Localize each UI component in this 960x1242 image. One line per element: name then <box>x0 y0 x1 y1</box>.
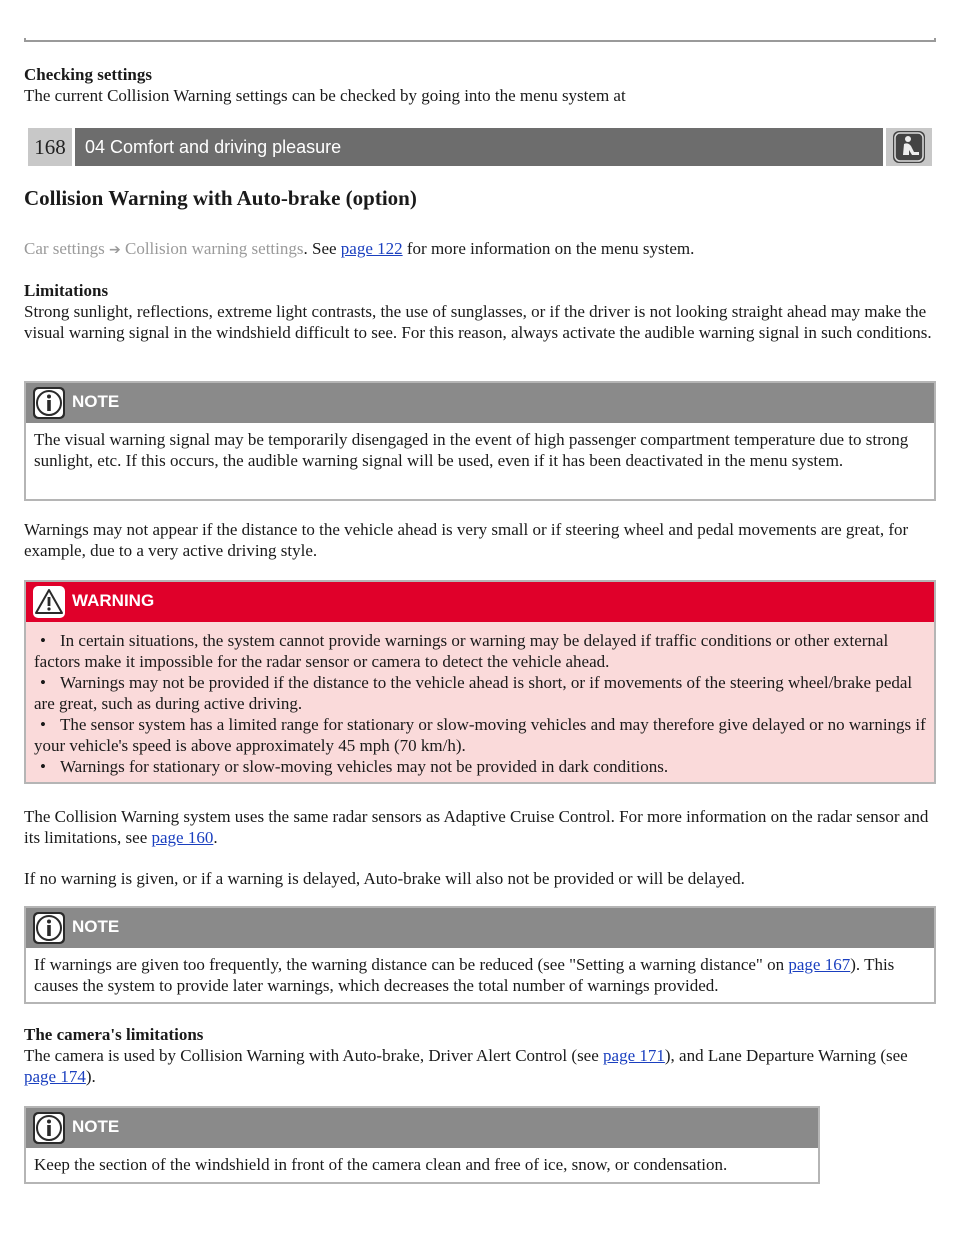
note-label: NOTE <box>72 1117 120 1136</box>
warning-header <box>26 582 934 622</box>
note-header <box>26 1108 818 1148</box>
note-header <box>26 383 934 423</box>
info-icon <box>32 911 66 945</box>
menu-crumb-car-settings: Car settings <box>24 239 105 258</box>
list-item: • Warnings for stationary or slow-moving vehicles may not be provided in dark conditions. <box>34 756 926 777</box>
radar-paragraph <box>24 806 936 848</box>
radar-text-end: . <box>213 828 218 847</box>
camera-section <box>24 1024 936 1087</box>
menu-path-paragraph <box>24 238 936 261</box>
page-122-link[interactable]: page 122 <box>340 239 403 258</box>
note-text: If warnings are given too frequently, the warning distance can be reduced (see "Setting a warning distance" on <box>34 955 789 974</box>
note-text: Keep the section of the windshield in front of the camera clean and free of ice, snow, or condensation. <box>34 1155 728 1174</box>
menu-path-text-end: for more information on the menu system. <box>402 239 695 258</box>
note-box-1 <box>24 381 936 501</box>
page-174-link[interactable]: page 174 <box>24 1067 86 1086</box>
chapter-title: 04 Comfort and driving pleasure <box>75 128 883 166</box>
camera-text-2: ), and Lane Departure Warning (see <box>664 1046 908 1065</box>
note-header <box>26 908 934 948</box>
note-text-end: ). This causes the system to provide later warnings, which decreases the total number of warnings provided. <box>34 955 895 995</box>
chapter-bar <box>28 128 932 166</box>
checking-settings-heading: Checking settings <box>24 65 152 84</box>
no-warning-paragraph <box>24 868 936 889</box>
list-item: • In certain situations, the system cannot provide warnings or warning may be delayed if traffic conditions or other external factors make it impossible for the radar sensor or camera to detect the vehicle ahead. <box>34 630 926 672</box>
camera-heading: The camera's limitations <box>24 1025 204 1044</box>
page-number: 168 <box>28 128 72 166</box>
note-label: NOTE <box>72 392 120 411</box>
warning-list <box>34 630 926 777</box>
warning-box <box>24 580 936 784</box>
radar-text: The Collision Warning system uses the same radar sensors as Adaptive Cruise Control. For more information on the radar sensor and its limitations, see <box>24 807 929 847</box>
checking-settings-text: The current Collision Warning settings can be checked by going into the menu system at <box>24 86 626 105</box>
top-divider <box>24 38 936 42</box>
info-icon <box>32 386 66 420</box>
no-warning-text: If no warning is given, or if a warning is delayed, Auto-brake will also not be provided or will be delayed. <box>24 869 745 888</box>
page-title: Collision Warning with Auto-brake (option) <box>24 186 417 210</box>
note-label: NOTE <box>72 917 120 936</box>
info-icon <box>32 1111 66 1145</box>
limitations-section <box>24 280 936 343</box>
page-160-link[interactable]: page 160 <box>151 828 214 847</box>
warning-triangle-icon <box>32 585 66 619</box>
arrow-right-icon: ➔ <box>109 242 121 258</box>
list-item: • Warnings may not be provided if the distance to the vehicle ahead is short, or if movements of the steering wheel/brake pedal are great, such as during active driving. <box>34 672 926 714</box>
note-text: The visual warning signal may be temporarily disengaged in the event of high passenger compartment temperature due to strong sunlight, etc. If this occurs, the audible warning signal will be used, even if it has been deactivated in the menu system. <box>34 430 909 470</box>
camera-text-end: ). <box>85 1067 96 1086</box>
note-box-2 <box>24 906 936 1004</box>
list-item: • The sensor system has a limited range for stationary or slow-moving vehicles and may therefore give delayed or no warnings if your vehicle's speed is above approximately 45 mph (70 km/h). <box>34 714 926 756</box>
page-167-link[interactable]: page 167 <box>788 955 851 974</box>
warning-label: WARNING <box>72 591 155 610</box>
warnings-text: Warnings may not appear if the distance to the vehicle ahead is very small or if steering wheel and pedal movements are great, for example, due to a very active driving style. <box>24 520 909 560</box>
camera-text: The camera is used by Collision Warning with Auto-brake, Driver Alert Control (see <box>24 1046 604 1065</box>
seat-comfort-icon <box>886 128 932 166</box>
warnings-paragraph <box>24 519 936 561</box>
page-171-link[interactable]: page 171 <box>603 1046 665 1065</box>
menu-path-text: . See <box>303 239 341 258</box>
limitations-text: Strong sunlight, reflections, extreme light contrasts, the use of sunglasses, or if the driver is not looking straight ahead may make the visual warning signal in the windshield difficult to see. For this reason, always activate the audible warning signal in such conditions. <box>24 302 932 342</box>
limitations-heading: Limitations <box>24 281 109 300</box>
note-box-3 <box>24 1106 820 1184</box>
checking-settings-section <box>24 64 936 106</box>
menu-crumb-collision-warning-settings: Collision warning settings <box>124 239 304 258</box>
